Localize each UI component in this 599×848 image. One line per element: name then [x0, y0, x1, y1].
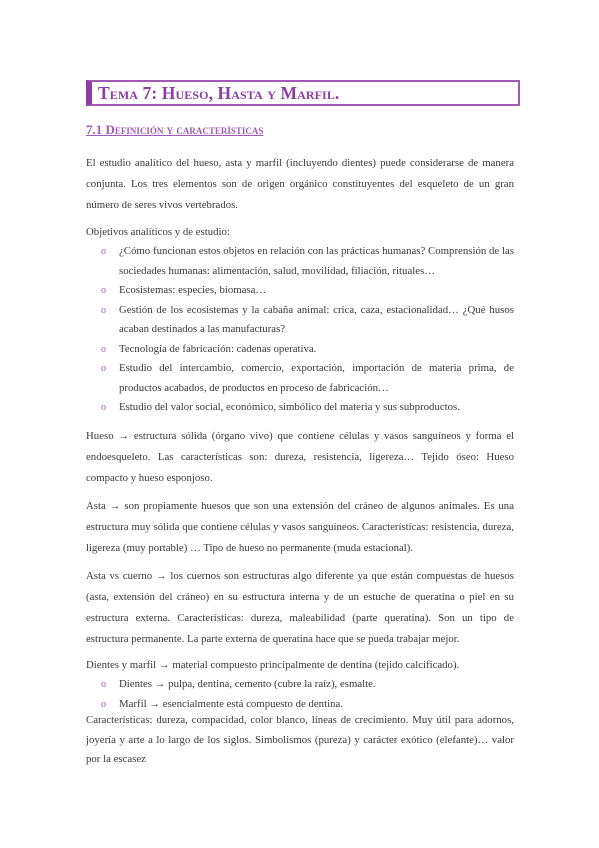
list-item — [86, 359, 514, 398]
objectives-list — [86, 242, 514, 418]
dientes-label: Dientes y marfil → material compuesto principalmente de dentina (tejido calcificado). — [86, 659, 460, 671]
list-item-text: Estudio del intercambio, comercio, exportación, importación de materia prima, de productos acabados, de productos en proceso de fabricación… — [119, 362, 514, 394]
list-item-text: Tecnología de fabricación: cadenas operativa. — [119, 342, 317, 355]
bullet-icon — [101, 281, 106, 301]
bullet-icon — [101, 301, 106, 321]
list-item-text: Gestión de los ecosistemas y la cabaña animal: crica, caza, estacionalidad… ¿Qué husos acaban destinados a las manufacturas? — [119, 303, 514, 335]
bullet-icon — [101, 359, 106, 379]
dientes-list — [86, 675, 514, 714]
list-item — [86, 398, 514, 418]
asta-vs-cuerno-paragraph: Asta vs cuerno → los cuernos son estructuras algo diferente ya que están compuestas de huesos (asta, extensión del cráneo) en su estructura interna y de un estuche de queratina o piel en su estructura externa. Características: dureza, maleabilidad (parte queratina). Son un tipo de estructura permanente. La parte externa de queratina hace que se pueda trabajar mejor. — [86, 570, 514, 645]
list-item-text: Estudio del valor social, económico, simbólico del materia y sus subproductos. — [119, 401, 460, 413]
hueso-paragraph: Hueso → estructura sólida (órgano vivo) que contiene células y vasos sanguíneos y forma el endoesqueleto. Las características son: dureza, resistencia, ligereza… Tejido óseo: Hueso compacto y hueso esponjoso. — [86, 430, 514, 484]
list-item-text: Ecosistemas: especies, biomasa… — [119, 284, 267, 296]
bullet-icon — [101, 340, 106, 360]
page-title: Tema 7: Hueso, Hasta y Marfil. — [98, 83, 340, 103]
list-item — [86, 301, 514, 340]
list-item-text: ¿Cómo funcionan estos objetos en relación con las prácticas humanas? Comprensión de las sociedades humanas: alimentación, salud, movilidad, filiación, rituales… — [119, 245, 514, 277]
list-item — [86, 242, 514, 281]
intro-paragraph: El estudio analítico del hueso, asta y marfil (incluyendo dientes) puede considerarse de manera conjunta. Los tres elementos son de origen orgánico constituyentes del esqueleto de un gran número de seres vivos vertebrados. — [86, 157, 514, 211]
section-heading: 7.1 Definición y características — [86, 122, 264, 137]
caracteristicas-paragraph: Características: dureza, compacidad, color blanco, líneas de crecimiento. Muy útil para adornos, joyería y arte a lo largo de los siglos. Simbolismos (pureza) y carácter exótico (elefante)… valor por la escasez — [86, 714, 514, 765]
list-item — [86, 340, 514, 360]
list-item-text: Marfil → esencialmente está compuesto de dentina. — [119, 697, 343, 710]
list-item — [86, 675, 514, 695]
list-item — [86, 281, 514, 301]
bullet-icon — [101, 675, 106, 695]
asta-paragraph: Asta → son propiamente huesos que son una extensión del cráneo de algunos animales. Es una estructura muy sólida que contiene células y vasos sanguíneos. Características: resistencia, dureza, ligereza (muy portable) … Tipo de hueso no permanente (muda estacional). — [86, 500, 514, 554]
objectives-label: Objetivos analíticos y de estudio: — [86, 226, 230, 238]
title-box — [86, 80, 520, 106]
bullet-icon — [101, 242, 106, 262]
list-item-text: Dientes → pulpa, dentina, cemento (cubre la raíz), esmalte. — [119, 678, 376, 690]
bullet-icon — [101, 398, 106, 418]
